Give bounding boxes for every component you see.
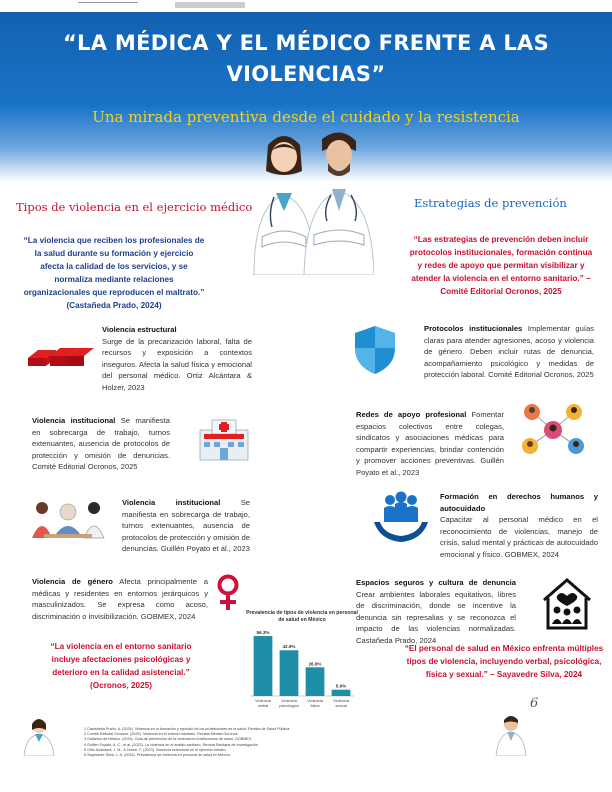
male-doctor-icon (304, 132, 374, 275)
bar-shapes-icon (28, 344, 94, 366)
top-strip (0, 0, 612, 12)
logo-line (78, 2, 138, 10)
item-text: Se manifiesta en sobrecarga de trabajo, turnos extenuantes, ausencia de protocolos de protección y omisión de denuncias. Comité Editorial Ocronos, 2025 (32, 416, 170, 471)
chart-category-label: física (310, 703, 320, 708)
doctors-illustration (246, 125, 374, 275)
item-heading: Violencia institucional (122, 498, 221, 507)
chart-category-label: Violencia (255, 698, 271, 703)
item-text: Capacitar al personal médico en el reconocimiento de violencias, manejo de crisis, salud mental y prácticas de autocuidado emocional y físico. GOBMEX, 2024 (440, 515, 598, 559)
right-bottom-quote: “El personal de salud en México enfrenta múltiples tipos de violencia, incluyendo verbal, psicológica, física y sexual.” – Sayavedre Silva, 2024 (404, 644, 604, 679)
chart-category-label: sexual (335, 703, 347, 708)
reference-item: 2 Comité Editorial Ocronos. (2025). Violencia en el entorno sanitario. Revista Médica Ocronos. (84, 732, 239, 737)
item-text: Implementar guías claras para atender agresiones, acoso y violencia de género. Deben incluir rutas de denuncia, acompañamiento psicológico y medidas de protección laboral. Comité Editorial Ocronos, 2025 (424, 324, 595, 379)
item-heading: Protocolos institucionales (424, 324, 523, 333)
redes-apoyo-item (356, 409, 504, 478)
safe-home-icon (540, 576, 594, 632)
chart-bar (306, 667, 325, 696)
female-doctor-small-icon (22, 716, 56, 756)
reference-item: 4 Guillén Poyato, A. C., et al. (2023). La violencia en el ámbito sanitario. Revista Sanitaria de Investigación. (84, 742, 260, 747)
item-heading: Violencia de género (32, 577, 113, 586)
espacios-seguros-item (356, 577, 516, 646)
chart-data-label: 42.9% (282, 644, 296, 650)
protocolos-item (424, 323, 594, 381)
chart-category-label: verbal (257, 703, 269, 708)
chart-title: Prevalencia de tipos de violencia en personal de salud en México (246, 610, 358, 623)
item-heading: Formación en derechos humanos y autocuidado (440, 492, 598, 513)
meeting-icon (28, 494, 108, 544)
references (84, 727, 514, 758)
chart-bar (254, 636, 273, 696)
hospital-icon (196, 416, 252, 462)
left-bottom-quote: “La violencia en el entorno sanitario incluye afectaciones psicológicas y deterioro en la calidad asistencial.” (Ocronos, 2025) (50, 642, 192, 690)
chart-data-label: 26.9% (308, 661, 322, 667)
shield-icon (352, 324, 398, 376)
item-heading: Violencia estructural (102, 325, 177, 334)
item-text: Se manifiesta en sobrecarga de trabajo, turnos extenuantes, ausencia de protocolos de protección y omisión de denuncias. Guillén Poyato et al., 2023 (122, 498, 250, 553)
chart-data-label: 5.9% (335, 683, 347, 689)
chart-category-label: psicológica (279, 703, 299, 708)
reference-item: 6 Sayavedre Silva, L. A. (2024). Prevalencia de violencia en personal de salud en México. (84, 753, 231, 758)
item-heading: Violencia institucional (32, 416, 116, 425)
chart-category-label: Violencia (333, 698, 349, 703)
female-symbol-icon (216, 574, 240, 612)
chart-data-label: 56.3% (256, 629, 270, 635)
network-people-icon (520, 402, 586, 458)
chart-bar (332, 690, 351, 696)
page-number: 6 (530, 696, 539, 711)
logo-mark (175, 2, 245, 8)
violencia-estructural-item (102, 324, 252, 393)
item-heading: Redes de apoyo profesional (356, 410, 467, 419)
chart-category-label: Violencia (307, 698, 323, 703)
chart-category-label: Violencia (281, 698, 297, 703)
right-intro-quote: “Las estrategias de prevención deben incluir protocolos institucionales, formación continua y redes de apoyo que permitan visibilizar y atender la violencia en el entorno sanitario.” – Comité Editorial Ocronos, 2025 (409, 235, 593, 296)
item-text: Crear ambientes laborales equitativos, libres de discriminación, donde se incentive la denuncia sin represalias y se reconozca el impacto de las violencias normalizadas. Castañeda Prado, 2024 (356, 589, 516, 645)
poster-title: “LA MÉDICA Y EL MÉDICO FRENTE A LAS VIOLENCIAS” (62, 31, 550, 86)
poster-subtitle: Una mirada preventiva desde el cuidado y la resistencia (92, 108, 520, 126)
item-heading: Espacios seguros y cultura de denuncia (356, 578, 516, 587)
reference-item: 5 Ortiz Alcántara, J. M., & Holzer, F. (2023). Violencia estructural en el ejercicio médico. (84, 747, 227, 752)
hands-people-icon (372, 488, 430, 546)
formacion-item (440, 491, 598, 560)
reference-item: 3 Gobierno de México. (2024). Guía de prevención de la violencia en instituciones de salud. GOBMEX. (84, 737, 253, 742)
chart-plot (244, 624, 360, 718)
reference-item: 1 Castañeda Prado, A. (2024). Violencia en la formación y ejercicio de los profesionales de la salud. Revista de Salud Pública. (84, 727, 291, 731)
left-section-title: Tipos de violencia en el ejercicio médico (16, 200, 253, 214)
chart-bar (280, 650, 299, 696)
item-text: Afecta principalmente a médicas y residentes en entornos jerárquicos y masculinizados. Se expresa como acoso, discriminación o invisibilización. GOBMEX, 2024 (32, 577, 208, 621)
right-section-title: Estrategias de prevención (414, 196, 567, 210)
prevalence-chart (244, 610, 360, 718)
violencia-institucional-item (32, 415, 170, 473)
violencia-institucional-item-2 (122, 497, 250, 555)
item-text: Surge de la precarización laboral, falta de recursos y exposición a contextos inseguros. Afecta la salud física y emocional del personal médico. Ortiz Alcántara & Holzer, 2023 (102, 336, 252, 392)
violencia-genero-item (32, 576, 208, 622)
item-text: Fomentar espacios colectivos entre colegas, sindicatos y asociaciones médicas para compartir experiencias, brindar contención y promover acciones preventivas. Guillén Poyato et al., 2023 (356, 410, 504, 477)
left-intro-quote: “La violencia que reciben los profesionales de la salud durante su formación y ejercicio afecta la calidad de los servicios, y se normaliza mediante relaciones organizacionales que reproducen el maltrato.” (Castañeda Prado, 2024) (23, 236, 205, 310)
